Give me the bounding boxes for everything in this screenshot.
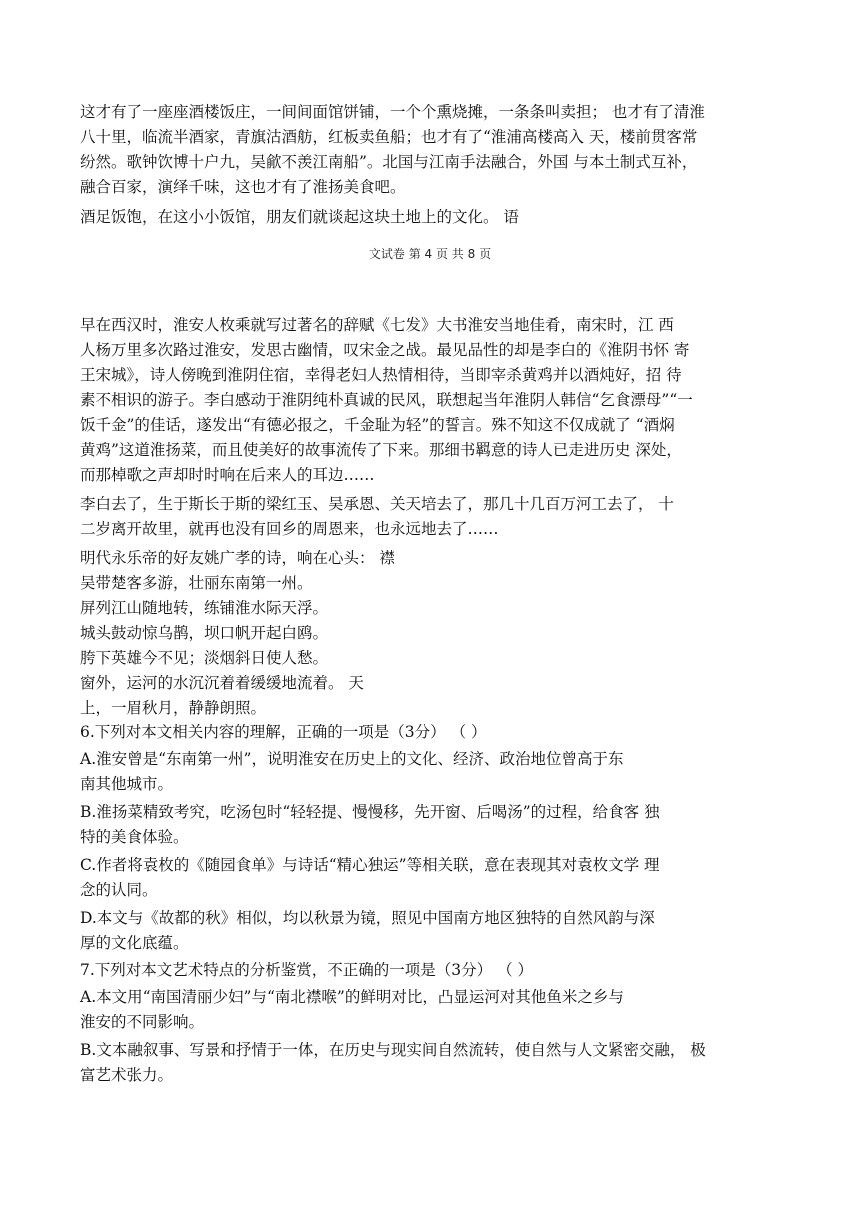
- option-a-cont: 南其他城市。: [80, 775, 174, 793]
- option-b-cont: 特的美食体验。: [80, 828, 189, 846]
- page-footer: 文试卷 第 4 页 共 8 页: [368, 247, 492, 261]
- option-a-cont: 淮安的不同影响。: [80, 1013, 205, 1031]
- text-line: 人杨万里多次路过淮安，发思古幽情，叹宋金之战。最见品性的却是李白的《淮阴书怀 寄: [80, 341, 690, 359]
- text-line: 二岁离开故里，就再也没有回乡的周恩来，也永远地去了……: [80, 520, 499, 538]
- text-line: 窗外，运河的水沉沉着着缓缓地流着。 天: [80, 674, 364, 692]
- option-d: D.本文与《故都的秋》相似，均以秋景为镜，照见中国南方地区独特的自然风韵与深: [80, 909, 655, 927]
- poem-line: 胯下英雄今不见；淡烟斜日使人愁。: [80, 649, 329, 667]
- text-line: 素不相识的游子。李白感动于淮阴纯朴真诚的民风，联想起当年淮阴人韩信“乞食漂母”“一: [80, 391, 693, 409]
- text-line: 黄鸡”这道淮扬菜，而且使美好的故事流传了下来。那细书羁意的诗人已走进历史 深处，: [80, 441, 682, 459]
- question-title: 6.下列对本文相关内容的理解，正确的一项是（3分） （ ）: [80, 723, 487, 741]
- option-b: B.文本融叙事、写景和抒情于一体，在历史与现实间自然流转，使自然与人文紧密交融， 极: [80, 1041, 706, 1059]
- option-b: B.淮扬菜精致考究，吃汤包时“轻轻提、慢慢移，先开窗、后喝汤”的过程，给食客 独: [80, 803, 660, 821]
- option-c: C.作者将袁枚的《随园食单》与诗话“精心独运”等相关联，意在表现其对袁枚文学 理: [80, 856, 660, 874]
- poem-line: 屏列江山随地转，练铺淮水际天浮。: [80, 599, 329, 617]
- text-line: 上，一眉秋月，静静朗照。: [80, 699, 267, 717]
- text-line: 八十里，临流半酒家，青旗沽酒舫，红板卖鱼船；也才有了“淮浦高楼高入 天，楼前贯客常: [80, 128, 698, 146]
- text-line: 酒足饭饱，在这小小饭馆，朋友们就谈起这块土地上的文化。 语: [80, 208, 519, 226]
- option-a: A.本文用“南国清丽少妇”与“南北襟喉”的鲜明对比，凸显运河对其他鱼米之乡与: [80, 988, 624, 1006]
- option-d-cont: 厚的文化底蕴。: [80, 934, 189, 952]
- text-line: 这才有了一座座酒楼饭庄，一间间面馆饼铺，一个个熏烧摊，一条条叫卖担； 也才有了清淮: [80, 103, 705, 121]
- poem-line: 吴带楚客多游，壮丽东南第一州。: [80, 574, 313, 592]
- text-line: 融合百家，演绎千味，这也才有了淮扬美食吧。: [80, 178, 406, 196]
- question-title: 7.下列对本文艺术特点的分析鉴赏，不正确的一项是（3分） （ ）: [80, 961, 534, 979]
- option-a: A.淮安曾是“东南第一州”，说明淮安在历史上的文化、经济、政治地位曾高于东: [80, 750, 624, 768]
- option-c-cont: 念的认同。: [80, 881, 158, 899]
- text-line: 饭千金”的佳话，遂发出“有德必报之，千金耻为轻”的誓言。殊不知这不仅成就了 “酒焖: [80, 416, 675, 434]
- text-line: 早在西汉时，淮安人枚乘就写过著名的辞赋《七发》大书淮安当地佳肴，南宋时，江 西: [80, 316, 674, 334]
- poem-line: 城头鼓动惊乌鹊，坝口帆开起白鸥。: [80, 624, 329, 642]
- text-line: 李白去了，生于斯长于斯的梁红玉、吴承恩、关天培去了，那几十几百万河工去了， 十: [80, 495, 674, 513]
- text-line: 而那棹歌之声却时时响在后来人的耳边……: [80, 466, 375, 484]
- text-line: 王宋城》，诗人傍晚到淮阴住宿，幸得老妇人热情相待，当即宰杀黄鸡并以酒炖好，招 待: [80, 366, 682, 384]
- option-b-cont: 富艺术张力。: [80, 1066, 174, 1084]
- poem-intro: 明代永乐帝的好友姚广孝的诗，响在心头： 襟: [80, 549, 395, 567]
- text-line: 纷然。歌钟饮博十户九，吴歈不羡江南船”。北国与江南手法融合，外国 与本土制式互补，: [80, 153, 698, 171]
